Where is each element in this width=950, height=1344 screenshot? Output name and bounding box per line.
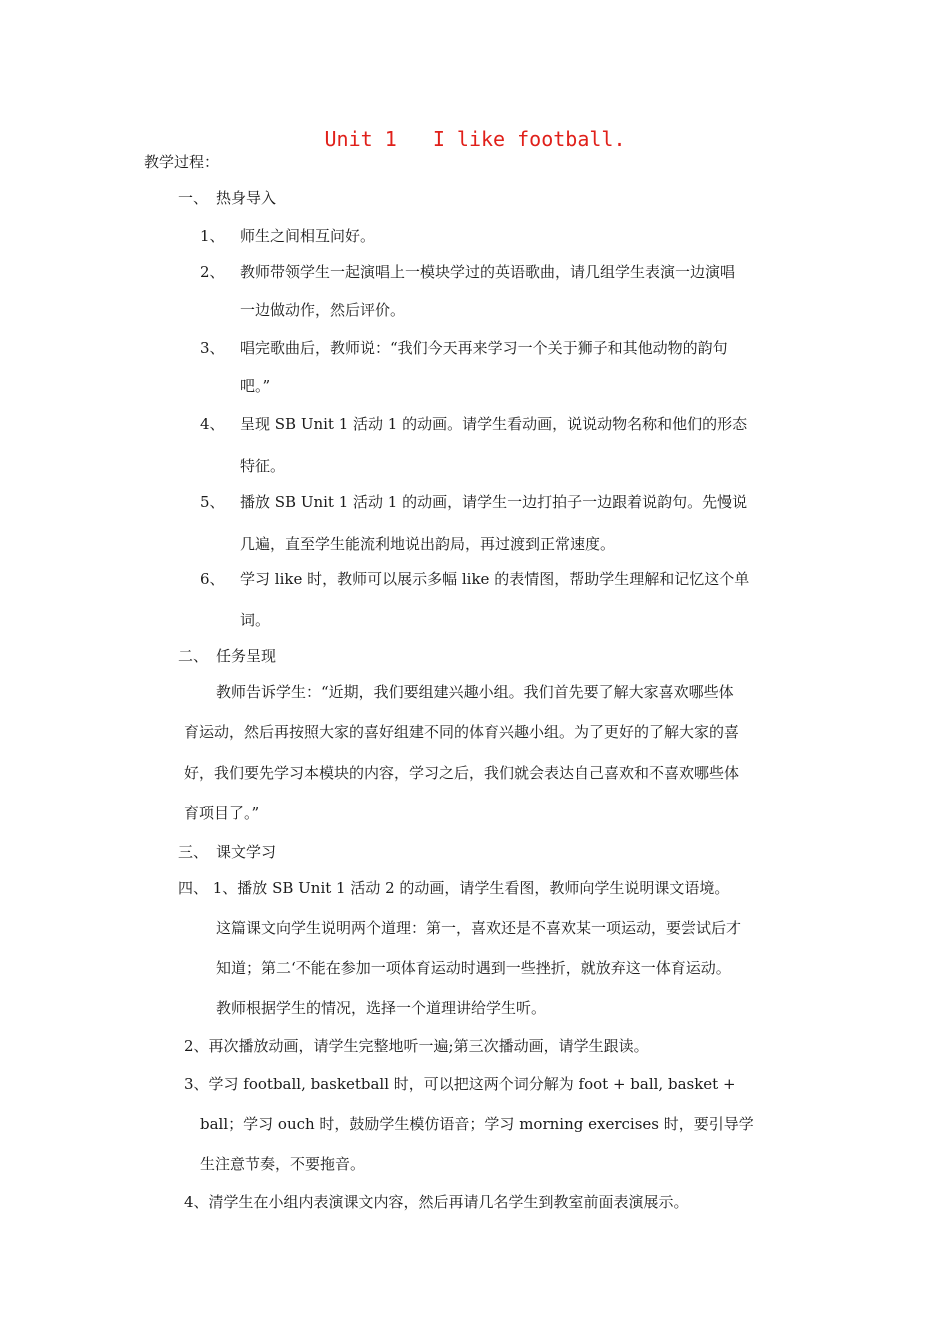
item-3-line: 唱完歌曲后，教师说：“我们今天再来学习一个关于狮子和其他动物的韵句 bbox=[240, 339, 728, 357]
step-3-line: 生注意节奏，不要拖音。 bbox=[200, 1155, 366, 1173]
paragraph-line: 这篇课文向学生说明两个道理：第一，喜欢还是不喜欢某一项运动，要尝试后才 bbox=[216, 919, 742, 937]
step-4-line: 4、清学生在小组内表演课文内容，然后再请几名学生到教室前面表演展示。 bbox=[184, 1193, 689, 1211]
item-1-line: 师生之间相互问好。 bbox=[240, 227, 376, 245]
item-4-line: 特征。 bbox=[240, 457, 286, 475]
item-4-line: 呈现 SB Unit 1 活动 1 的动画。请学生看动画，说说动物名称和他们的形态 bbox=[240, 415, 748, 433]
section-1-number: 一、 bbox=[178, 189, 209, 207]
paragraph-line: 好，我们要先学习本模块的内容，学习之后，我们就会表达自己喜欢和不喜欢哪些体 bbox=[184, 764, 740, 782]
section-4-line: 四、 1、播放 SB Unit 1 活动 2 的动画，请学生看图，教师向学生说明课文语境。 bbox=[178, 879, 730, 897]
section-2-label: 任务呈现 bbox=[216, 647, 277, 665]
item-2-line: 一边做动作，然后评价。 bbox=[240, 301, 406, 319]
item-2-number: 2、 bbox=[200, 263, 225, 281]
section-2-number: 二、 bbox=[178, 647, 209, 665]
item-6-number: 6、 bbox=[200, 570, 225, 588]
item-3-number: 3、 bbox=[200, 339, 225, 357]
section-1-label: 热身导入 bbox=[216, 189, 277, 207]
section-3-number: 三、 bbox=[178, 843, 209, 861]
paragraph-line: 育运动，然后再按照大家的喜好组建不同的体育兴趣小组。为了更好的了解大家的喜 bbox=[184, 723, 740, 741]
paragraph-line: 知道；第二‘不能在参加一项体育运动时遇到一些挫折，就放弃这一体育运动。 bbox=[216, 959, 731, 977]
step-2-line: 2、再次播放动画，请学生完整地听一遍;第三次播动画，请学生跟读。 bbox=[184, 1037, 649, 1055]
step-3-line: 3、学习 football, basketball 时，可以把这两个词分解为 foot + ball, basket + bbox=[184, 1075, 736, 1093]
step-3-line: ball；学习 ouch 时，鼓励学生模仿语音；学习 morning exercises 时，要引导学 bbox=[200, 1115, 754, 1133]
item-2-line: 教师带领学生一起演唱上一模块学过的英语歌曲，请几组学生表演一边演唱 bbox=[240, 263, 736, 281]
item-5-line: 几遍，直至学生能流利地说出韵局，再过渡到正常速度。 bbox=[240, 535, 616, 553]
paragraph-line: 育项目了。” bbox=[184, 804, 260, 822]
item-4-number: 4、 bbox=[200, 415, 225, 433]
paragraph-line: 教师告诉学生：“近期，我们要组建兴趣小组。我们首先要了解大家喜欢哪些体 bbox=[216, 683, 734, 701]
item-5-number: 5、 bbox=[200, 493, 225, 511]
section-heading: 教学过程： bbox=[144, 153, 220, 171]
paragraph-line: 教师根据学生的情况，选择一个道理讲给学生听。 bbox=[216, 999, 547, 1017]
item-1-number: 1、 bbox=[200, 227, 225, 245]
section-3-label: 课文学习 bbox=[216, 843, 277, 861]
item-6-line: 学习 like 时，教师可以展示多幅 like 的表情图，帮助学生理解和记忆这个单 bbox=[240, 570, 750, 588]
page-title: Unit 1 I like football. bbox=[324, 127, 626, 151]
item-6-line: 词。 bbox=[240, 611, 271, 629]
item-5-line: 播放 SB Unit 1 活动 1 的动画，请学生一边打拍子一边跟着说韵句。先慢说 bbox=[240, 493, 748, 511]
item-3-line: 吧。” bbox=[240, 377, 271, 395]
